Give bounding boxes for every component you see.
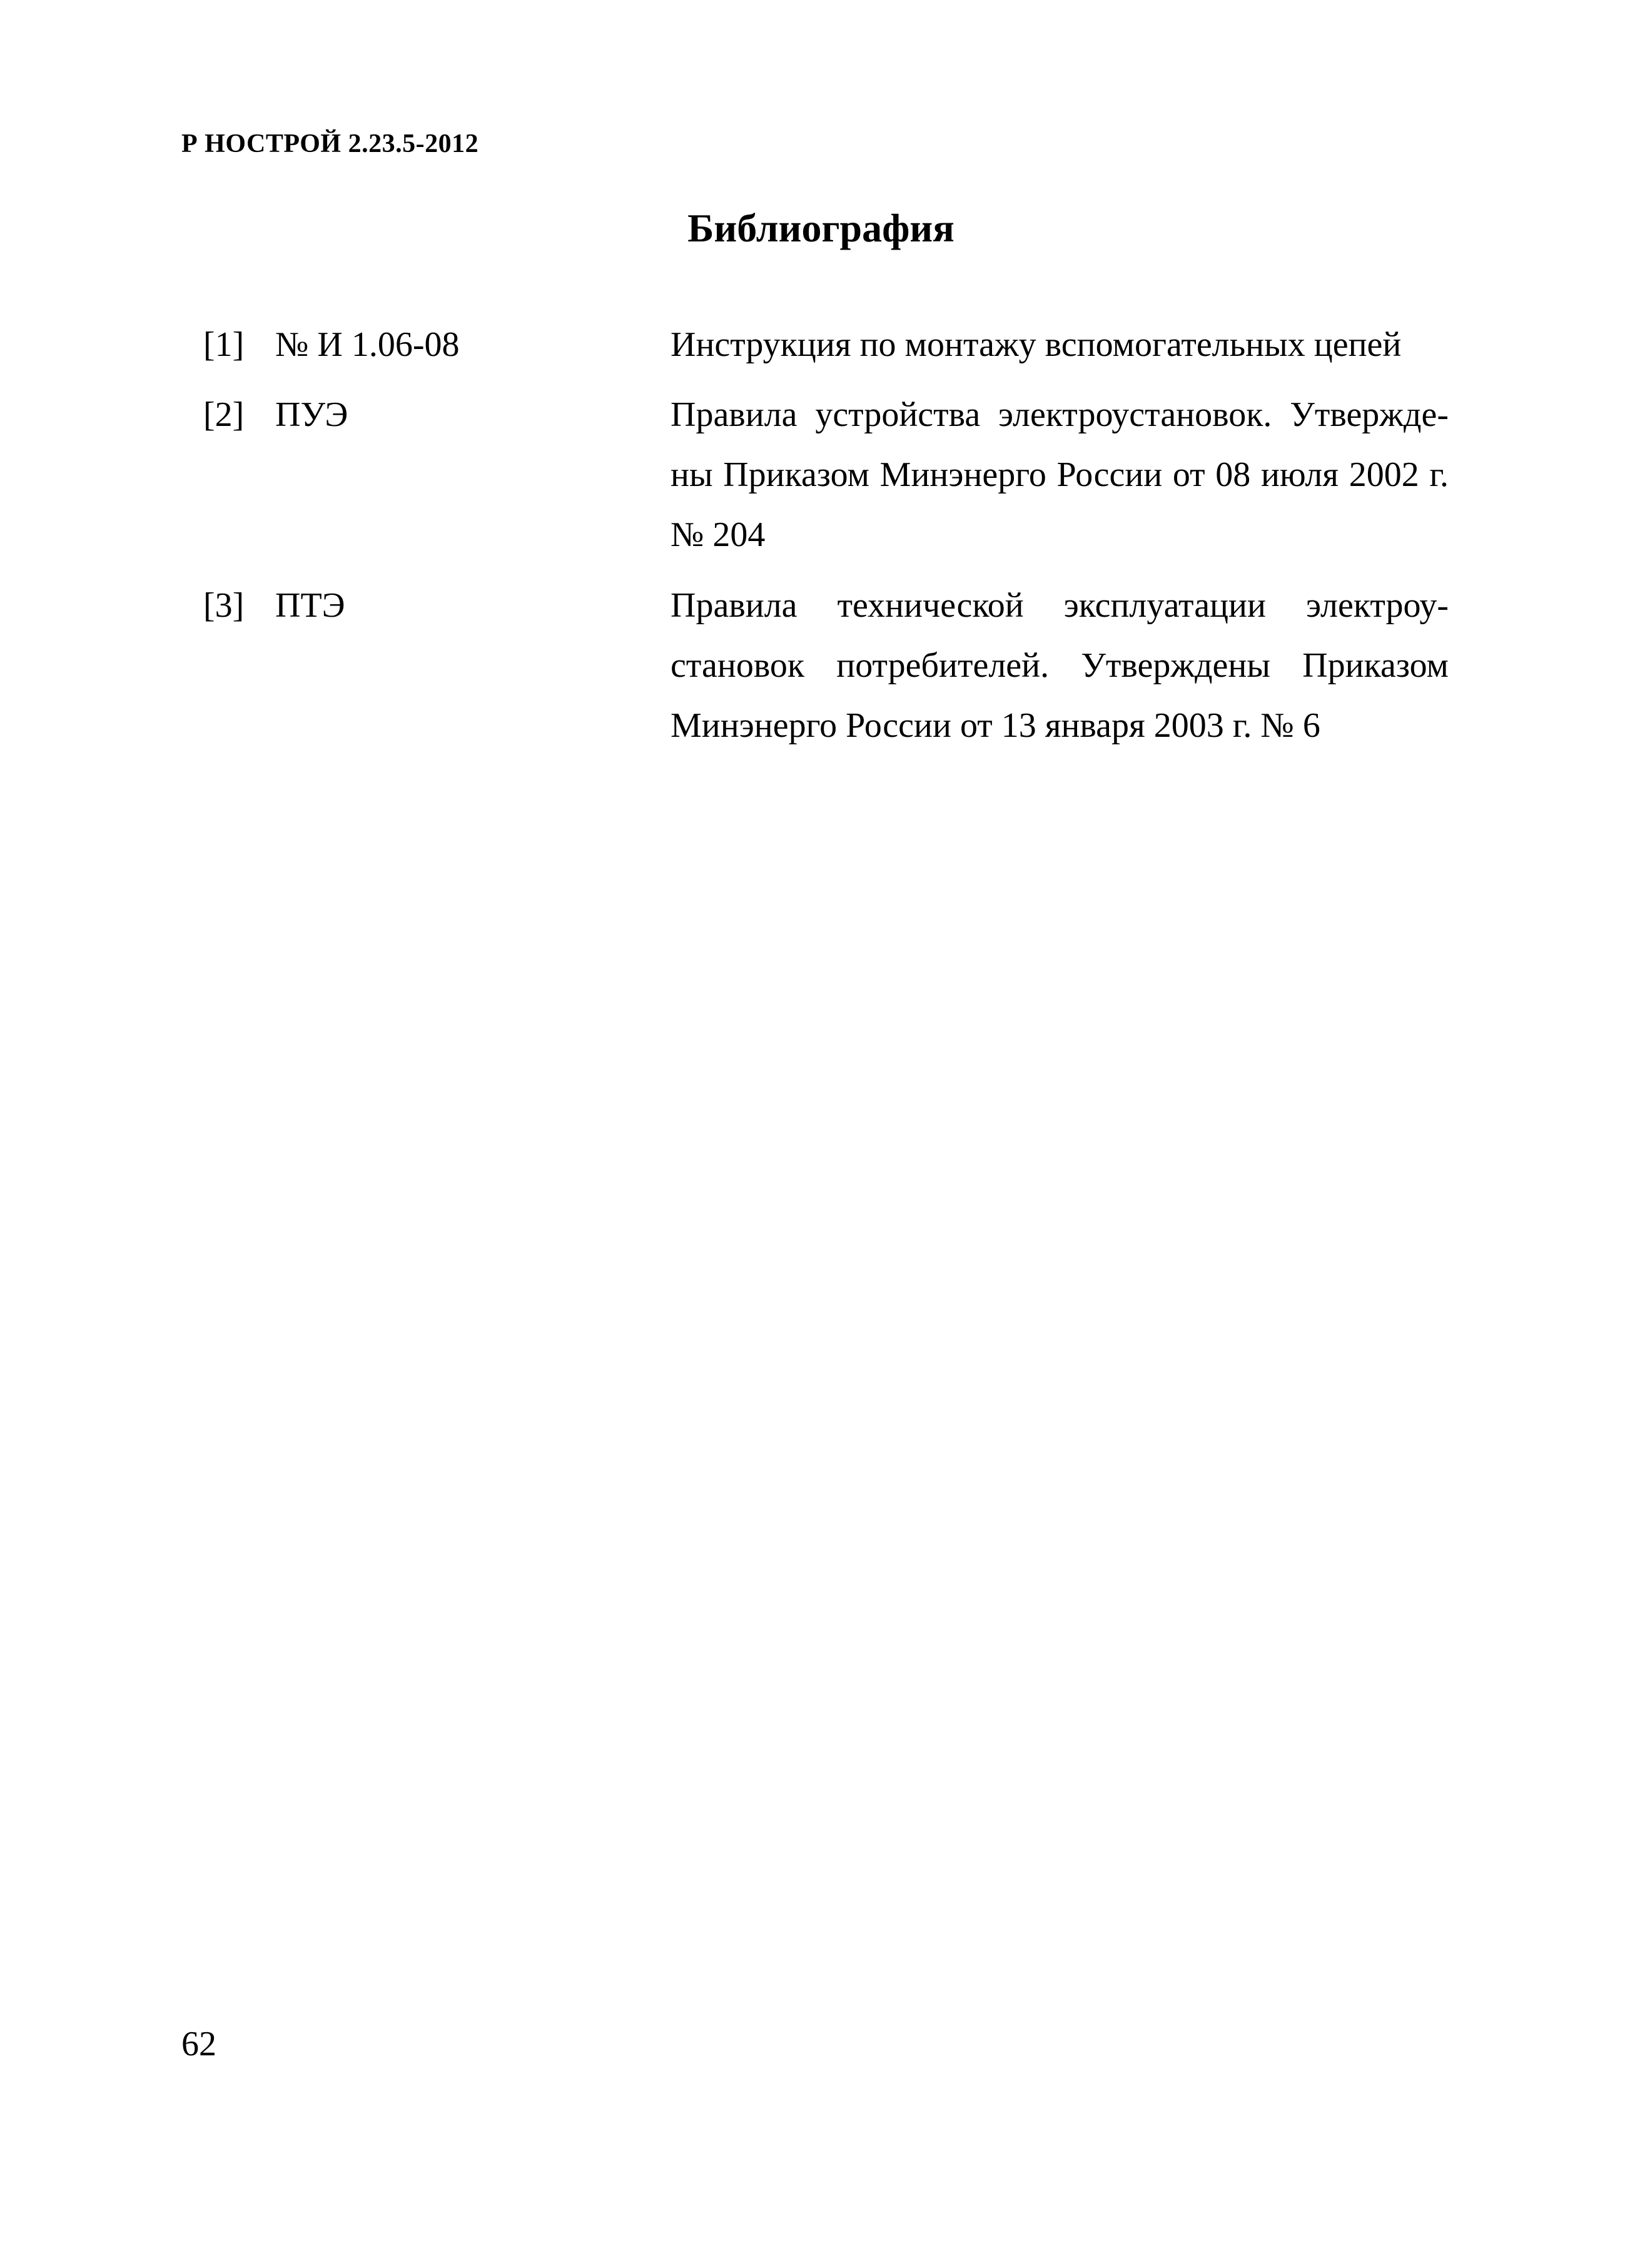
page-title: Библиография bbox=[687, 206, 954, 250]
reference-description bbox=[671, 315, 1449, 375]
reference-number: [1] bbox=[203, 325, 245, 364]
reference-description bbox=[671, 575, 1449, 756]
reference-description-line: Правила устройства электроустановок. Утвержде- bbox=[671, 395, 1449, 434]
reference-description-line: Правила технической эксплуатации электроу- bbox=[671, 586, 1449, 625]
page-number: 62 bbox=[181, 2025, 216, 2063]
reference-description bbox=[671, 385, 1449, 565]
reference-description-line: становок потребителей. Утверждены Приказом bbox=[671, 646, 1449, 685]
reference-code: ПУЭ bbox=[275, 395, 348, 434]
reference-description-line: ны Приказом Минэнерго России от 08 июля 2002 г. bbox=[671, 455, 1449, 494]
reference-number: [3] bbox=[203, 586, 245, 625]
reference-description-line: Минэнерго России от 13 января 2003 г. № 6 bbox=[671, 706, 1320, 745]
reference-code: ПТЭ bbox=[275, 586, 345, 625]
reference-description-line: Инструкция по монтажу вспомогательных цепей bbox=[671, 325, 1402, 364]
document-code-header: Р НОСТРОЙ 2.23.5-2012 bbox=[181, 129, 479, 158]
reference-code: № И 1.06-08 bbox=[275, 325, 460, 364]
reference-description-line: № 204 bbox=[671, 515, 766, 554]
reference-number: [2] bbox=[203, 395, 245, 434]
